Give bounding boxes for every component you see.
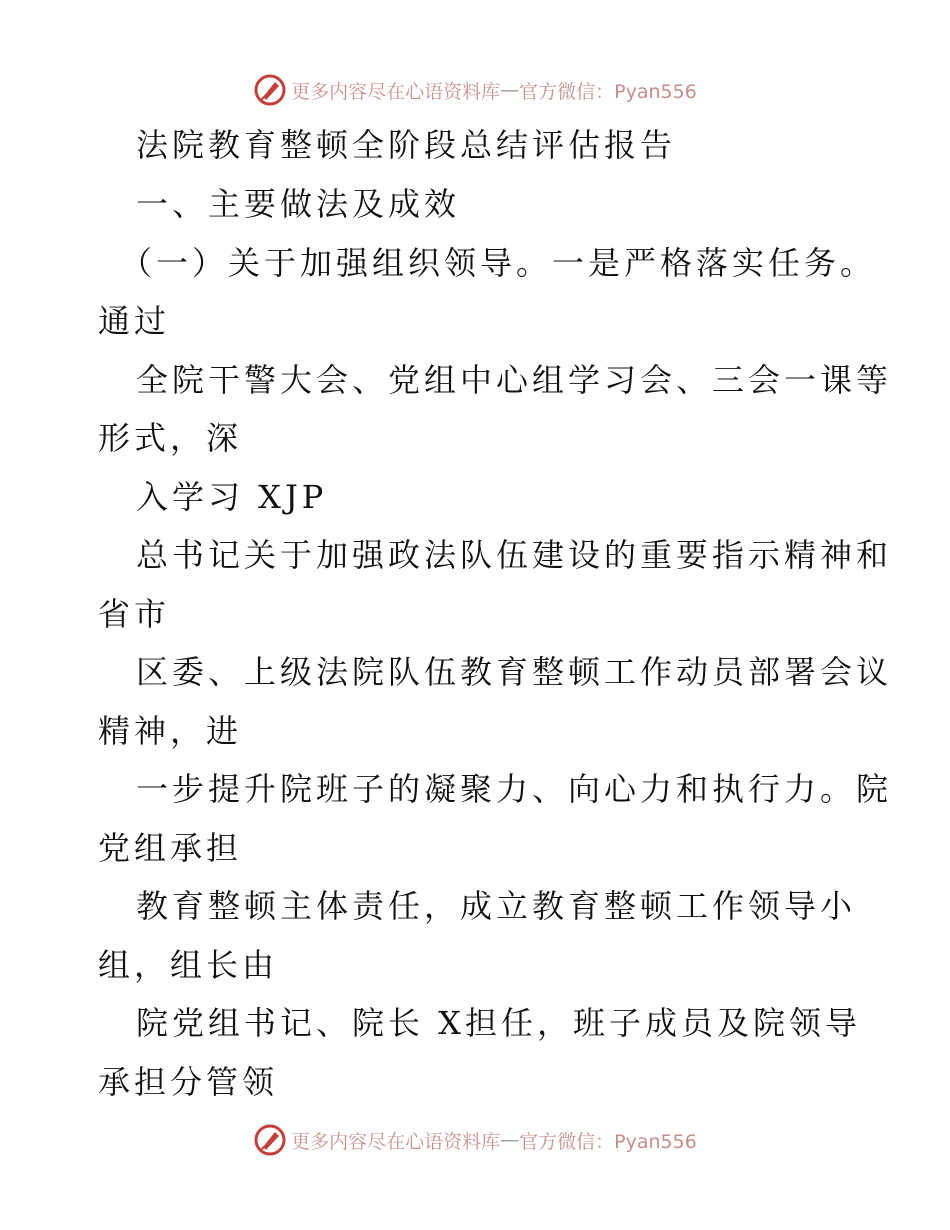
watermark-dash: — [500, 79, 520, 101]
section-heading: 一、主要做法及成效 [136, 185, 461, 223]
body-line: 组，组长由 [98, 946, 279, 984]
body-line: 教育整顿主体责任，成立教育整顿工作领导小 [136, 887, 857, 925]
body-line: 一步提升院班子的凝聚力、向心力和执行力。院 [136, 770, 893, 808]
watermark-wechat-text: 官方微信：Pyan556 [519, 1130, 697, 1153]
watermark-wechat-text: 官方微信：Pyan556 [519, 80, 697, 103]
watermark-lead-text: 更多内容尽在心语资料库 [291, 80, 501, 103]
body-line: 承担分管领 [98, 1063, 279, 1101]
body-line: 入学习 XJP [136, 478, 328, 516]
body-line: 通过 [98, 302, 171, 340]
watermark-dash: — [500, 1129, 520, 1151]
body-line: （一）关于加强组织领导。一是严格落实任务。 [120, 244, 877, 282]
pen-nib-circle-icon [253, 1123, 287, 1157]
body-line: 党组承担 [98, 829, 243, 867]
footer-watermark-banner [0, 1120, 950, 1160]
body-line: 院党组书记、院长 X担任，班子成员及院领导 [136, 1004, 861, 1042]
body-line: 形式，深 [98, 419, 243, 457]
body-line: 区委、上级法院队伍教育整顿工作动员部署会议 [136, 653, 893, 691]
body-line: 总书记关于加强政法队伍建设的重要指示精神和 [136, 536, 893, 574]
body-line: 精神，进 [98, 712, 243, 750]
body-line: 全院干警大会、党组中心组学习会、三会一课等 [136, 361, 893, 399]
body-line: 省市 [98, 595, 171, 633]
document-title: 法院教育整顿全阶段总结评估报告 [136, 126, 677, 164]
watermark-lead-text: 更多内容尽在心语资料库 [291, 1130, 501, 1153]
